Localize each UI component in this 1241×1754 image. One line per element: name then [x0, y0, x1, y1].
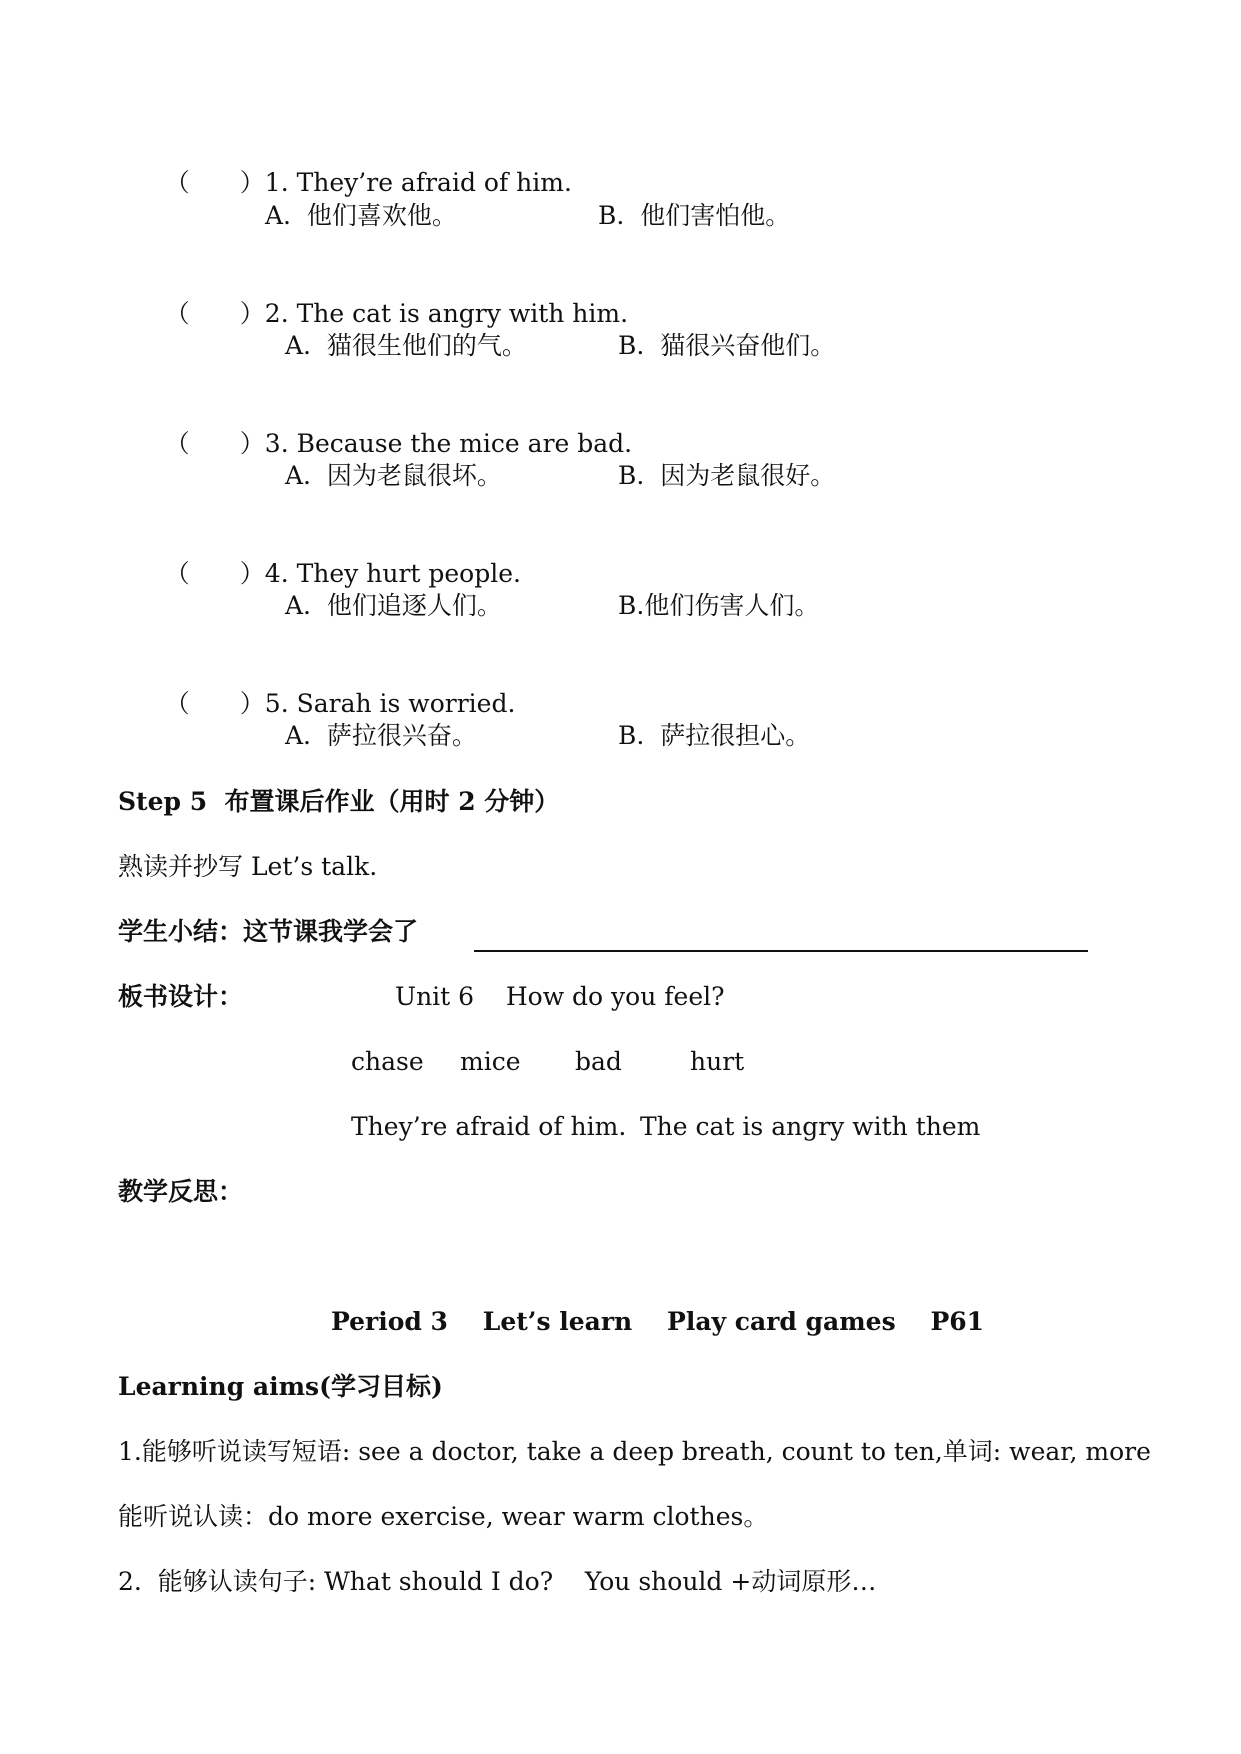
board-sentence: They’re afraid of him. — [351, 1112, 627, 1141]
aim-line: 能听说认读：do more exercise, wear warm clothes。 — [118, 1502, 769, 1531]
board-label: 板书设计： — [118, 982, 244, 1011]
board-title: Unit 6 How do you feel? — [395, 982, 725, 1011]
board-sentence: The cat is angry with them — [640, 1112, 981, 1141]
question-text: 4. They hurt people. — [264, 559, 521, 588]
question-text: 3. Because the mice are bad. — [264, 429, 633, 458]
option-b: B. 他们害怕他。 — [598, 201, 791, 230]
board-word: chase — [351, 1047, 424, 1076]
option-b: B. 猫很兴奋他们。 — [618, 331, 836, 360]
question-text: 2. The cat is angry with him. — [264, 299, 629, 328]
answer-blank[interactable]: （ ） — [164, 429, 265, 458]
question-text: 1. They’re afraid of him. — [264, 168, 572, 197]
reflection-label: 教学反思： — [118, 1177, 244, 1206]
option-a: A. 猫很生他们的气。 — [285, 331, 527, 360]
answer-blank[interactable]: （ ） — [164, 168, 265, 197]
option-b: B. 因为老鼠很好。 — [618, 461, 836, 490]
board-word: hurt — [690, 1047, 745, 1076]
option-b: B.他们伤害人们。 — [618, 591, 820, 620]
aim-line: 2. 能够认读句子: What should I do? You should +动词原形… — [118, 1567, 877, 1596]
option-a: A. 因为老鼠很坏。 — [285, 461, 502, 490]
summary-fill-line[interactable] — [474, 950, 1088, 952]
aims-heading: Learning aims(学习目标) — [118, 1372, 443, 1401]
option-a: A. 萨拉很兴奋。 — [285, 721, 477, 750]
board-word: bad — [575, 1047, 622, 1076]
option-a: A. 他们追逐人们。 — [285, 591, 502, 620]
summary-label: 学生小结：这节课我学会了 — [118, 917, 419, 946]
step5-task: 熟读并抄写 Let’s talk. — [118, 852, 378, 881]
answer-blank[interactable]: （ ） — [164, 689, 265, 718]
step5-heading: Step 5 布置课后作业（用时 2 分钟） — [118, 787, 560, 816]
period-title: Period 3 Let’s learn Play card games P61 — [331, 1307, 985, 1336]
answer-blank[interactable]: （ ） — [164, 559, 265, 588]
board-word: mice — [460, 1047, 521, 1076]
option-a: A. 他们喜欢他。 — [265, 201, 457, 230]
option-b: B. 萨拉很担心。 — [618, 721, 811, 750]
answer-blank[interactable]: （ ） — [164, 299, 265, 328]
aim-line: 1.能够听说读写短语: see a doctor, take a deep breath, count to ten,单词: wear, more — [118, 1437, 1151, 1466]
question-text: 5. Sarah is worried. — [264, 689, 516, 718]
